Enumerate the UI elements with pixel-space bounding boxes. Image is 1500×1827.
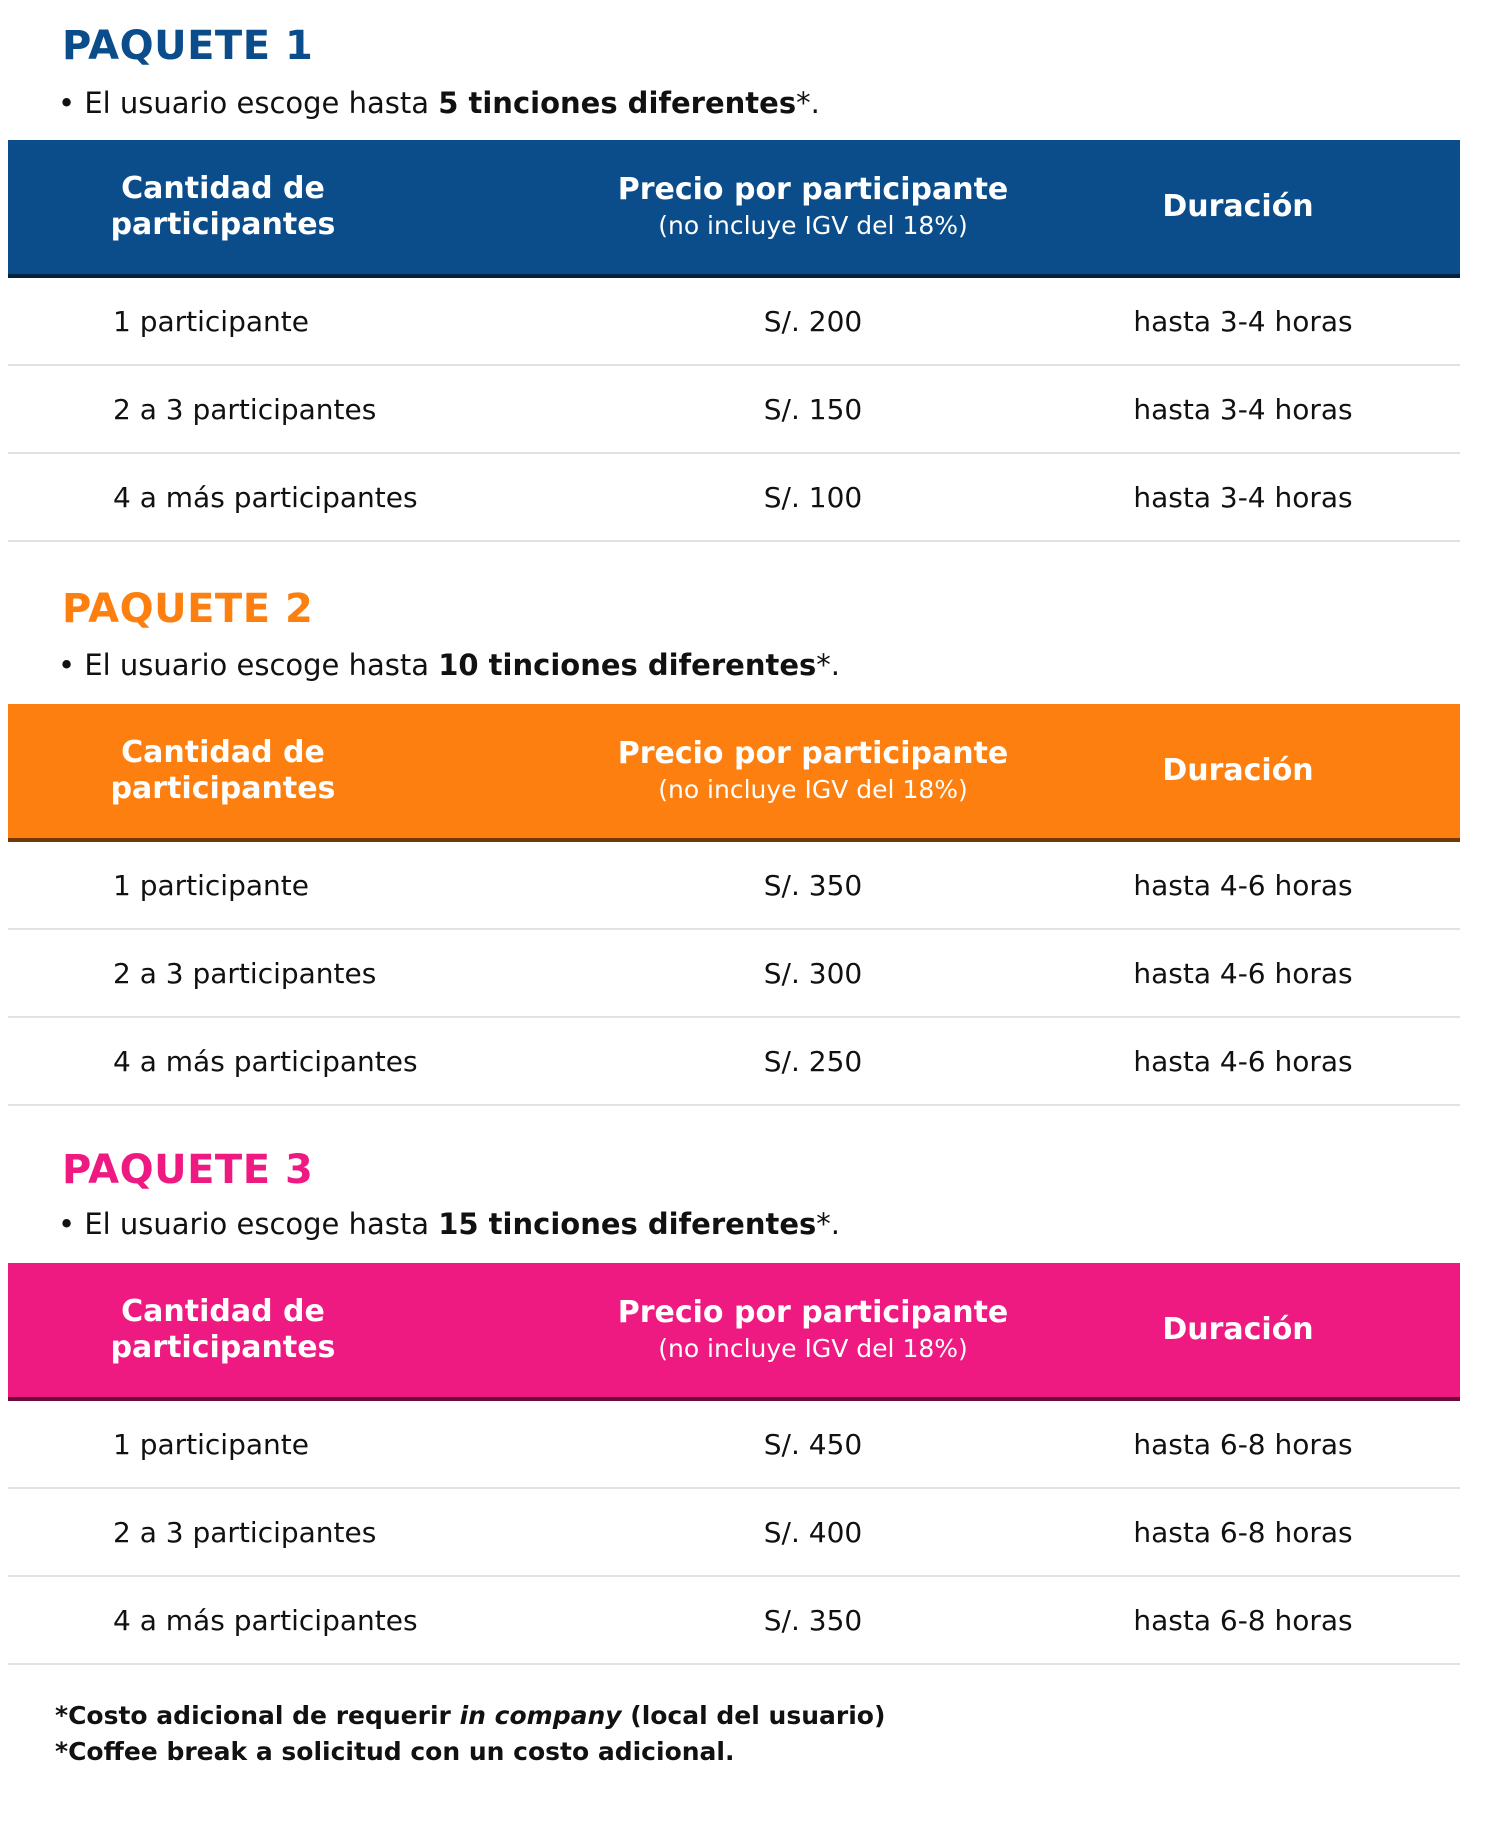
subtitle-bold: 5 tinciones diferentes <box>438 86 797 120</box>
cell-price: S/. 200 <box>763 304 863 338</box>
header-text: Duración <box>1162 1312 1314 1347</box>
table-header <box>8 1263 1460 1401</box>
package-2-subtitle <box>58 648 840 682</box>
cell-duration: hasta 4-6 horas <box>1133 868 1353 902</box>
table-row <box>8 930 1460 1018</box>
header-text: participantes <box>110 207 336 242</box>
table-row <box>8 1401 1460 1489</box>
table-row <box>8 366 1460 454</box>
table-row <box>8 1018 1460 1106</box>
column-header-quantity <box>8 1263 438 1397</box>
cell-price: S/. 150 <box>763 392 863 426</box>
cell-quantity: 4 a más participantes <box>113 1603 418 1637</box>
header-text: Cantidad de <box>121 1294 325 1329</box>
package-1-table <box>8 140 1460 542</box>
package-3-title: PAQUETE 3 <box>62 1147 314 1193</box>
subtitle-bold: 15 tinciones diferentes <box>438 1207 817 1241</box>
table-header <box>8 704 1460 842</box>
header-text: Cantidad de <box>121 171 325 206</box>
cell-price: S/. 350 <box>763 868 863 902</box>
subtitle-suffix: *. <box>816 1207 840 1241</box>
footnotes <box>55 1698 885 1770</box>
package-3-subtitle <box>58 1207 840 1241</box>
table-row <box>8 454 1460 542</box>
cell-quantity: 2 a 3 participantes <box>113 1515 377 1549</box>
cell-quantity: 1 participante <box>113 868 309 902</box>
cell-duration: hasta 3-4 horas <box>1133 392 1353 426</box>
cell-price: S/. 450 <box>763 1427 863 1461</box>
column-header-quantity <box>8 704 438 838</box>
table-row <box>8 1489 1460 1577</box>
cell-price: S/. 300 <box>763 956 863 990</box>
cell-price: S/. 250 <box>763 1044 863 1078</box>
table-row <box>8 278 1460 366</box>
cell-quantity: 4 a más participantes <box>113 480 418 514</box>
cell-duration: hasta 3-4 horas <box>1133 480 1353 514</box>
footnote-in-company <box>55 1698 885 1734</box>
column-header-duration <box>1028 140 1448 274</box>
header-text: Duración <box>1162 753 1314 788</box>
subtitle-suffix: *. <box>816 648 840 682</box>
cell-duration: hasta 6-8 horas <box>1133 1427 1353 1461</box>
column-header-price <box>598 704 1028 838</box>
column-header-quantity <box>8 140 438 274</box>
header-text: Precio por participante <box>617 1295 1009 1330</box>
subtitle-text: • El usuario escoge hasta <box>58 86 439 120</box>
cell-quantity: 4 a más participantes <box>113 1044 418 1078</box>
footnote-text: *Costo adicional de requerir <box>55 1701 460 1730</box>
package-2-title: PAQUETE 2 <box>62 586 314 632</box>
column-header-duration <box>1028 1263 1448 1397</box>
package-1-title: PAQUETE 1 <box>62 23 314 69</box>
header-note: (no incluye IGV del 18%) <box>658 775 968 804</box>
footnote-coffee-break: *Coffee break a solicitud con un costo adicional. <box>55 1737 735 1766</box>
header-text: participantes <box>110 1330 336 1365</box>
package-3-table <box>8 1263 1460 1665</box>
cell-price: S/. 100 <box>763 480 863 514</box>
subtitle-bold: 10 tinciones diferentes <box>438 648 817 682</box>
table-header <box>8 140 1460 278</box>
package-2-table <box>8 704 1460 1106</box>
cell-duration: hasta 4-6 horas <box>1133 1044 1353 1078</box>
header-text: Duración <box>1162 189 1314 224</box>
header-note: (no incluye IGV del 18%) <box>658 1334 968 1363</box>
column-header-price <box>598 1263 1028 1397</box>
header-text: Precio por participante <box>617 736 1009 771</box>
column-header-price <box>598 140 1028 274</box>
header-text: Cantidad de <box>121 735 325 770</box>
subtitle-text: • El usuario escoge hasta <box>58 648 439 682</box>
footnote-text: (local del usuario) <box>621 1701 886 1730</box>
cell-duration: hasta 4-6 horas <box>1133 956 1353 990</box>
cell-duration: hasta 3-4 horas <box>1133 304 1353 338</box>
header-text: participantes <box>110 771 336 806</box>
cell-price: S/. 400 <box>763 1515 863 1549</box>
footnote-italic: in company <box>459 1701 622 1730</box>
subtitle-text: • El usuario escoge hasta <box>58 1207 439 1241</box>
subtitle-suffix: *. <box>796 86 820 120</box>
cell-price: S/. 350 <box>763 1603 863 1637</box>
cell-duration: hasta 6-8 horas <box>1133 1515 1353 1549</box>
cell-duration: hasta 6-8 horas <box>1133 1603 1353 1637</box>
column-header-duration <box>1028 704 1448 838</box>
package-1-subtitle <box>58 86 820 120</box>
table-row <box>8 842 1460 930</box>
header-note: (no incluye IGV del 18%) <box>658 211 968 240</box>
table-row <box>8 1577 1460 1665</box>
header-text: Precio por participante <box>617 172 1009 207</box>
cell-quantity: 1 participante <box>113 1427 309 1461</box>
cell-quantity: 2 a 3 participantes <box>113 956 377 990</box>
cell-quantity: 1 participante <box>113 304 309 338</box>
cell-quantity: 2 a 3 participantes <box>113 392 377 426</box>
